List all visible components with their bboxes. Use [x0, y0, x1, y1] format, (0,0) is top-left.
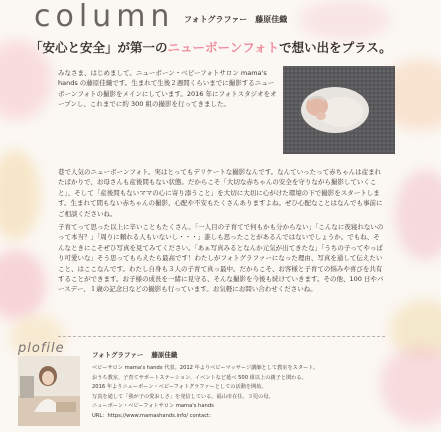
- byline-role: フォトグラファー: [184, 15, 248, 24]
- watercolor-decoration: [395, 170, 441, 260]
- headline: [30, 38, 420, 56]
- parenting-paragraph: 子育てって思った以上に辛いこともたくさん。「一人目の子育てで何もかも分からない」「こんなに夜寝れないのって本当？」「周りに頼れる人もいないし・・・」誰しも思ったことがあるんではないでしょうか。でもね、そんなときにこそぜひ写真を見てみてください。「あぁ写真みるとなんか元気が出てきたな」「うちの子ってやっぱり可愛いな」そう思ってもらえたら最高です！わたしがフォトグラファーになった理由、写真を通して伝えたいこと、はここなんです。わたし自身も３人の子育て真っ最中。だからこそ、お客様と子育ての悩みや喜びを共有することができます。お子様の成長を一緒に見守る、そんな撮影を今後も続けていきます。その他、100 日やバースデー、１歳の記念日などの撮影も行っています。お気軽にお問い合わせくださいね。: [58, 223, 384, 294]
- watercolor-decoration: [0, 250, 46, 320]
- headline-part2: で想い出をプラス。: [279, 40, 392, 55]
- salon-url: URL：https://www.mamashands.info/ contact：: [92, 412, 215, 419]
- profile-heading: [92, 350, 177, 359]
- intro-paragraph: みなさま、はじめまして。ニューボーン・ベビーフォトサロン mama's hands の藤原佳織です。生まれて生後２週間くらいまでに撮影するニューボーンフォトの撮影をメインにしています。2016 年にフォトスタジオをオープンし、これまでに約 300 組の撮影を行ってきました。: [58, 69, 277, 109]
- byline-name: 藤原佳織: [255, 15, 288, 24]
- column-logo: column: [34, 0, 175, 34]
- bio-line: おうち教室、子育てサポートステーション、イベントなど延べ 500 組以上の親子と関わる。: [92, 374, 307, 381]
- bio-line: 写真を通して「我が子の愛おしさ」を発信している。福山市在住。３児の母。: [92, 393, 274, 400]
- column-header: [34, 0, 414, 36]
- bio-line: 2016 年よりニューボーン・ベビーフォトグラファーとしての活動を開始。: [92, 384, 267, 391]
- profile-name: 藤原佳織: [151, 351, 178, 359]
- salon-name: ニューボーン・ベビーフォトサロン mama's hands: [92, 403, 214, 410]
- section-divider: [58, 336, 385, 337]
- watercolor-decoration: [0, 150, 40, 240]
- profile-photo: [18, 356, 80, 426]
- profile-bio: [92, 364, 392, 422]
- bio-line: ベビーサロン mama's hands 代表。2012 年よりベビーマッサージ講師として教室をスタート。: [92, 365, 319, 371]
- profile-role: フォトグラファー: [92, 351, 144, 359]
- headline-part1: 「安心と安全」が第一の: [30, 40, 168, 55]
- headline-accent: ニューボーンフォト: [167, 40, 280, 55]
- newborn-photo-paragraph: 巷で人気のニューボーンフォト。実はとってもデリケートな撮影なんです。なんていったって赤ちゃんは産まれたばかりで、お母さんも産後間もない状態。だからこそ「大切な赤ちゃんの安全を守りながら撮影していくこと」、そして「産後間もないママの心に寄り添うこと」を大切に大切に心がけた環境の下で撮影をスタートします。生まれて間もない赤ちゃんの撮影、心配や不安もたくさんありますよね。ぜひ心配なことはなんでも事前にご相談くださいね。: [58, 168, 383, 218]
- profile-title: plofile: [18, 341, 65, 356]
- profile-photo-illustration: [18, 356, 80, 426]
- byline: [184, 14, 287, 25]
- newborn-photo-illustration: [283, 66, 395, 154]
- newborn-photo: [283, 66, 395, 154]
